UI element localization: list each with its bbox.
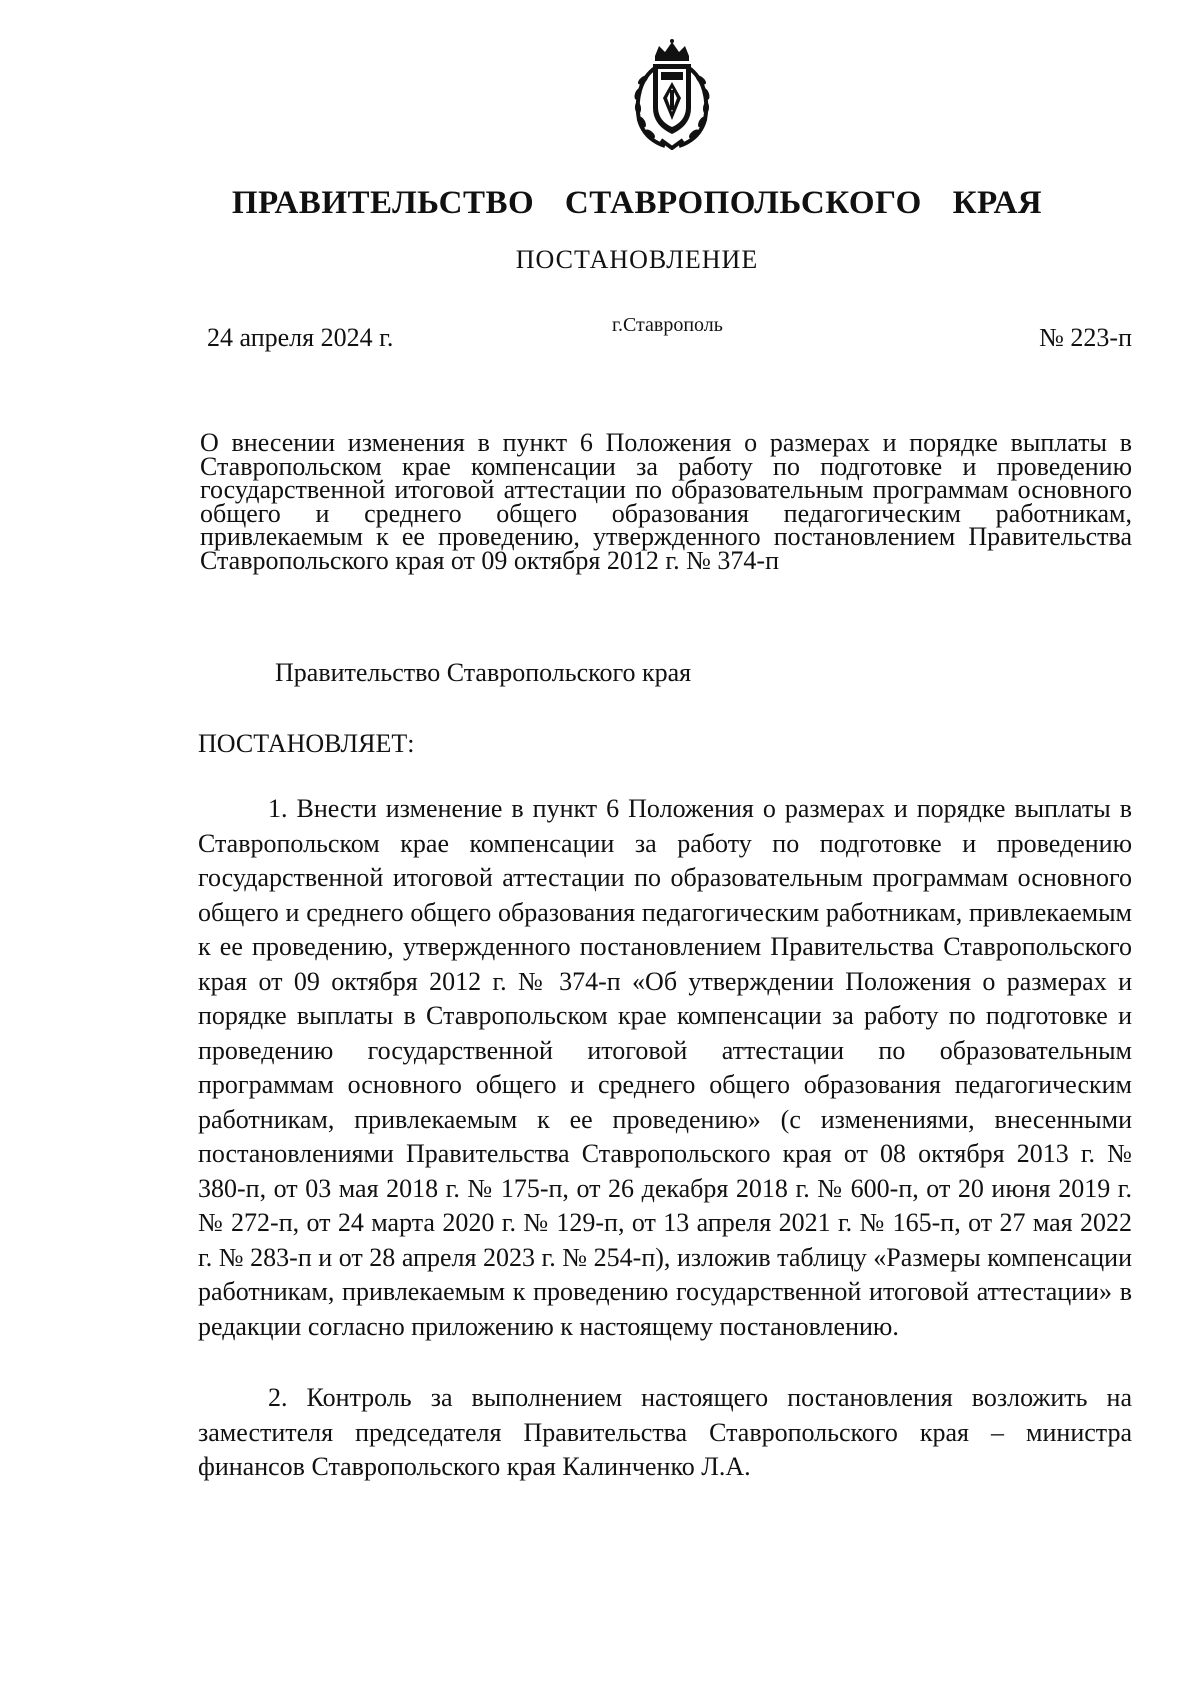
coat-of-arms-icon xyxy=(625,38,720,150)
preamble: Правительство Ставропольского края xyxy=(275,658,692,687)
government-title: ПРАВИТЕЛЬСТВО СТАВРОПОЛЬСКОГО КРАЯ xyxy=(231,185,1043,221)
paragraph-2: 2. Контроль за выполнением настоящего постановления возложить на заместителя председателя Правительства Ставропольского края – министра финансов Ставропольского края Калинченко Л.А. xyxy=(198,1383,1132,1481)
resolves-heading: ПОСТАНОВЛЯЕТ: xyxy=(198,729,415,758)
document-number: № 223-п xyxy=(1039,323,1132,352)
document-subject: О внесении изменения в пункт 6 Положения о размерах и порядке выплаты в Ставропольском крае компенсации за работу по подготовке и проведению государственной итоговой аттестации по образовательным программам основного общего и среднего общего образования педагогическим работникам, привлекаемым к ее проведению, утвержденного постановлением Правительства Ставропольского края от 09 октября 2012 г. № 374-п xyxy=(200,428,1132,575)
document-city: г.Ставрополь xyxy=(612,314,723,336)
document-type: ПОСТАНОВЛЕНИЕ xyxy=(515,245,759,274)
paragraph-1: 1. Внести изменение в пункт 6 Положения о размерах и порядке выплаты в Ставропольском крае компенсации за работу по подготовке и проведению государственной итоговой аттестации по образовательным программам основного общего и среднего общего образования педагогическим работникам, привлекаемым к ее проведению, утвержденного постановлением Правительства Ставропольского края от 09 октября 2012 г. № 374-п «Об утверждении Положения о размерах и порядке выплаты в Ставропольском крае компенсации за работу по подготовке и проведению государственной итоговой аттестации по образовательным программам основного общего и среднего общего образования педагогическим работникам, привлекаемым к ее проведению» (с изменениями, внесенными постановлениями Правительства Ставропольского края от 08 октября 2013 г. № 380-п, от 03 мая 2018 г. № 175-п, от 26 декабря 2018 г. № 600-п, от 20 июня 2019 г. № 272-п, от 24 марта 2020 г. № 129-п, от 13 апреля 2021 г. № 165-п, от 27 мая 2022 г. № 283-п и от 28 апреля 2023 г. № 254-п), изложив таблицу «Размеры компенсации работникам, привлекаемым к проведению государственной итоговой аттестации» в редакции согласно приложению к настоящему постановлению. xyxy=(198,794,1132,1341)
document-date: 24 апреля 2024 г. xyxy=(207,323,394,352)
